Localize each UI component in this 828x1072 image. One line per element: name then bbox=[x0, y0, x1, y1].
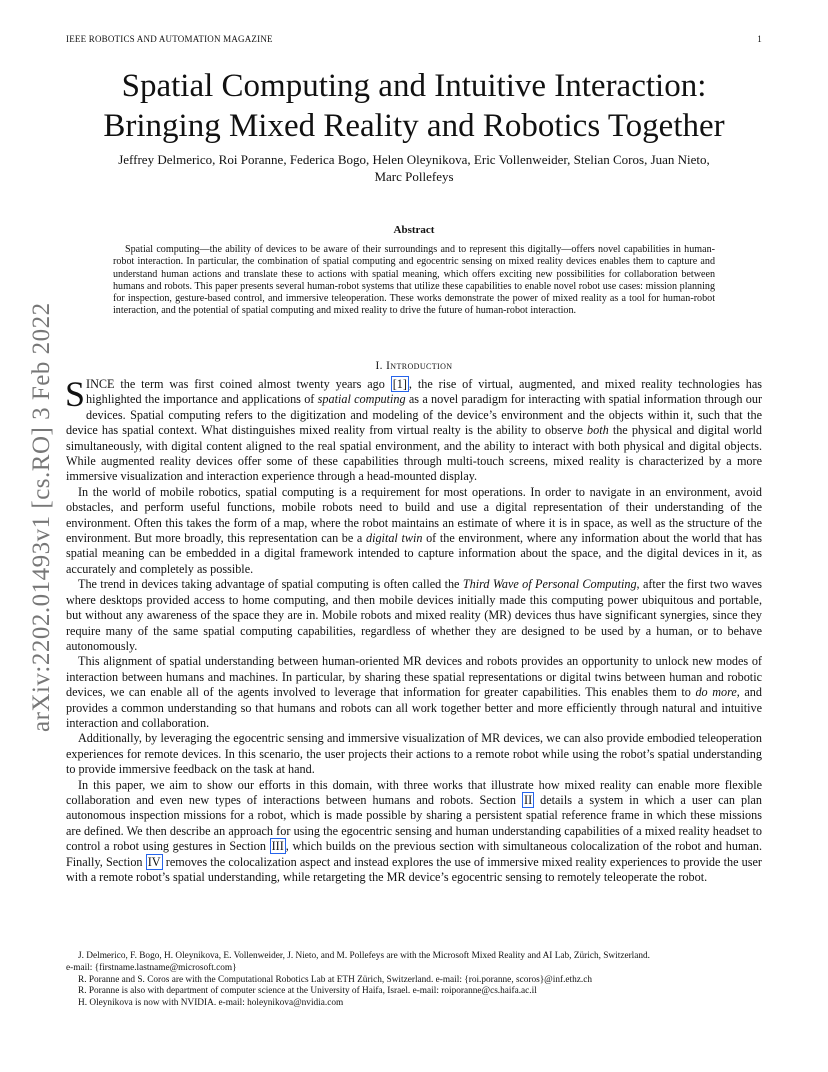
footnote: J. Delmerico, F. Bogo, H. Oleynikova, E. Vollenweider, J. Nieto, and M. Pollefeys are with the Microsoft Mixed Reality and AI Lab, Zürich, Switzerland. bbox=[78, 951, 650, 961]
abstract-heading: Abstract bbox=[393, 224, 435, 236]
section-ref-link[interactable]: IV bbox=[147, 854, 161, 869]
text-run: In the world of mobile robotics, spatial computing is a requirement for most operations. In order to navigate in an environment, avoid obstacles, and perform useful functions, mobile robots need to build and use a digital representation of their understanding of the environment. Often this takes the form of a map, where the robot maintains an estimate of where it is in space, as well as the structure of the environment. But more broadly, this representation can be a bbox=[66, 484, 762, 546]
paragraph-6 bbox=[66, 778, 762, 886]
author-list bbox=[60, 151, 768, 185]
text-run: as a novel paradigm for interacting with spatial information through our devices. Spatial computing refers to the digitization and modeling of the device’s environment and the objects within it, such that the device has spatial context. What distinguishes mixed reality from virtual realty is the ability to observe bbox=[66, 392, 763, 438]
body-text bbox=[65, 374, 763, 885]
title-line-1: Spatial Computing and Intuitive Interaction: bbox=[121, 68, 707, 104]
text-run: INCE the term was first coined almost twenty years ago bbox=[86, 377, 391, 391]
drop-cap: S bbox=[65, 374, 86, 414]
paragraph-5: Additionally, by leveraging the egocentric sensing and immersive visualization of MR devices, we can also provide embodied teleoperation experiences for remote devices. In this scenario, the user projects their actions to a remote robot while using the robot’s spatial understanding to provide immersive feedback on the task at hand. bbox=[66, 731, 762, 777]
footnote: e-mail: {firstname.lastname@microsoft.com} bbox=[66, 962, 237, 973]
section-ref-link[interactable]: II bbox=[524, 792, 533, 807]
text-run: In this paper, we aim to show our efforts in this domain, with three works that illustrate how mixed reality can enable more flexible collaboration and even new types of interactions between humans and robots. Section bbox=[66, 777, 762, 807]
paragraph-4 bbox=[66, 654, 762, 731]
paragraph-3 bbox=[66, 577, 762, 654]
running-header bbox=[66, 34, 762, 44]
emphasis: digital twin bbox=[365, 531, 423, 546]
text-run: , after the first two waves where desktops provided access to home computing, and then mobile devices initially made this computing power ubiquitous and portable, but without any awareness of the space they are in. Mobile robots and mixed reality (MR) devices thus have significant synergies, since they require many of the same spatial computing capabilities, regardless of whether they are designed to be used by a human, or to behave autonomously. bbox=[66, 577, 762, 653]
text-run: details a system in which a user can plan autonomous inspection missions for a robot, which is made possible by sharing a persistent spatial reference frame in which these missions are defined. We then describe an approach for using the egocentric sensing and human understanding capabilities of a mixed reality headset to control a robot using gestures in Section bbox=[66, 792, 762, 854]
abstract-text: Spatial computing—the ability of devices to be aware of their surroundings and to represent this digitally—offers novel capabilities in human-robot interaction. In particular, the combination of spatial computing and egocentric sensing on mixed reality devices enables them to capture and understand human actions and translate these to actions with spatial meaning, which offers exciting new possibilities for collaboration between humans and robots. This paper presents several human-robot systems that utilize these capabilities to enable novel robot use cases: mission planning for inspection, gesture-based control, and immersive teleoperation. These works demonstrate the power of mixed reality as a tool for human-robot interaction, and the potential of spatial computing and mixed reality to drive the future of human-robot interaction. bbox=[113, 244, 715, 317]
citation-link[interactable]: [1] bbox=[392, 377, 407, 391]
page-number: 1 bbox=[757, 34, 762, 44]
section-ref-link[interactable]: III bbox=[271, 839, 284, 854]
section-number: I. bbox=[375, 360, 383, 372]
authors-line-2: Marc Pollefeys bbox=[374, 169, 454, 184]
paragraph-1 bbox=[65, 374, 763, 485]
text-run: the physical and digital world simultaneously, with digital content aligned to the real spatial environment, and the ability to interact with both physical and digital objects. While augmented reality devices offer some of these capabilities through multi-touch screens, mixed reality is characterized by a more immersive visualization and interaction experience through a head-mounted display. bbox=[66, 423, 762, 484]
footnotes bbox=[66, 951, 762, 1010]
paper-title bbox=[60, 66, 768, 146]
text-run: This alignment of spatial understanding between human-oriented MR devices and robots provides an opportunity to unlock new modes of interaction between humans and machines. In particular, by sharing these spatial representations or digital twins between human and robotic devices, we can enable all of the agents involved to leverage that information for greater capabilities. This enables them to bbox=[66, 654, 762, 700]
emphasis: Third Wave of Personal Computing bbox=[462, 577, 637, 592]
emphasis: do more bbox=[695, 685, 737, 700]
footnote: H. Oleynikova is now with NVIDIA. e-mail: holeynikova@nvidia.com bbox=[78, 998, 344, 1009]
arxiv-side-stamp: arXiv:2202.01493v1 [cs.RO] 3 Feb 2022 bbox=[28, 302, 55, 732]
journal-name: IEEE ROBOTICS AND AUTOMATION MAGAZINE bbox=[66, 34, 273, 44]
footnote: R. Poranne is also with department of computer science at the University of Haifa, Israel. e-mail: roiporanne@cs.haifa.ac.il bbox=[78, 986, 537, 997]
authors-line-1: Jeffrey Delmerico, Roi Poranne, Federica Bogo, Helen Oleynikova, Eric Vollenweider, Stelian Coros, Juan Nieto, bbox=[118, 152, 710, 167]
section-title: Introduction bbox=[386, 360, 453, 372]
paragraph-2 bbox=[66, 485, 762, 577]
text-run: removes the colocalization aspect and instead explores the use of immersive mixed reality experiences to provide the user with a remote robot’s spatial understanding, while retargeting the MR device’s egocentric sensing to remotely teleoperate the robot. bbox=[66, 854, 762, 884]
text-run: The trend in devices taking advantage of spatial computing is often called the bbox=[78, 577, 463, 592]
text-run: , and provides a common understanding so that humans and robots can all work together better and more efficiently through natural and intuitive interaction and collaboration. bbox=[66, 685, 762, 730]
text-run: , the rise of virtual, augmented, and mixed reality technologies has highlighted the importance and applications of bbox=[86, 377, 762, 407]
footnote: R. Poranne and S. Coros are with the Computational Robotics Lab at ETH Zürich, Switzerland. e-mail: {roi.poranne, scoros}@inf.ethz.ch bbox=[78, 974, 592, 985]
text-run: of the environment, where any information about the world that has spatial meaning can be embedded in a digital framework intended to capture information about the space, and the digital devices in it, as accurately and completely as possible. bbox=[66, 531, 762, 576]
emphasis: both bbox=[587, 423, 609, 438]
section-heading bbox=[0, 360, 828, 372]
title-line-2: Bringing Mixed Reality and Robotics Together bbox=[103, 108, 725, 144]
emphasis: spatial computing bbox=[317, 392, 406, 407]
text-run: , which builds on the previous section with simultaneous colocalization of the robot and human. Finally, Section bbox=[66, 839, 762, 869]
